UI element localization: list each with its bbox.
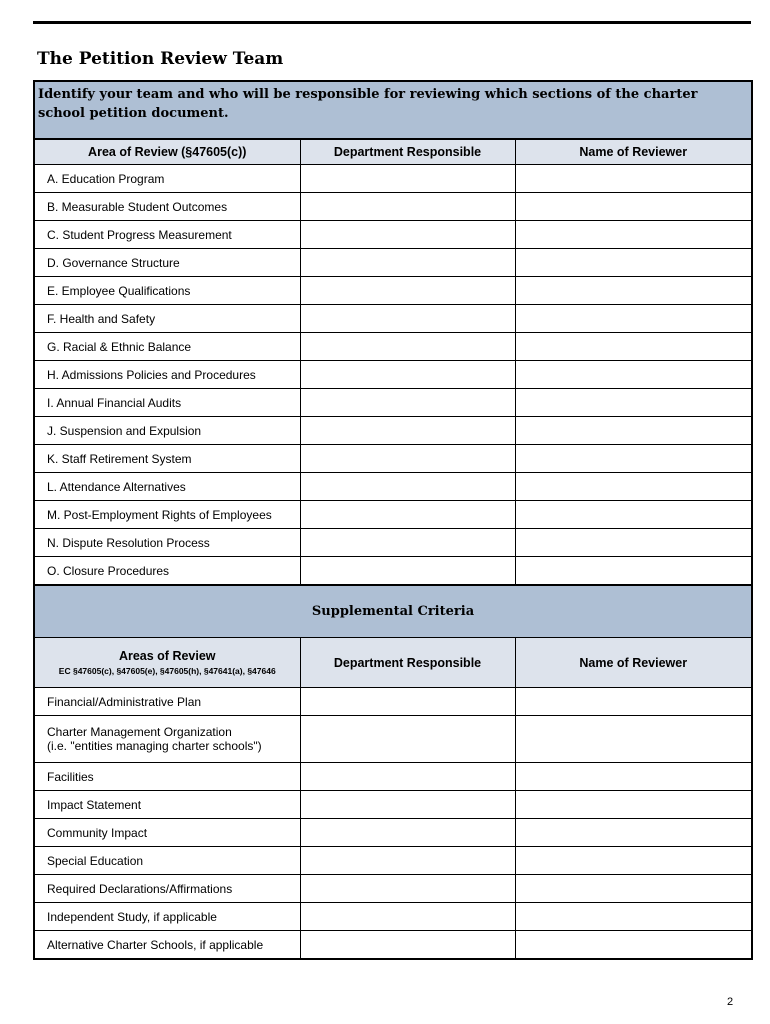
supplemental-area-of-review xyxy=(34,716,300,763)
reviewer-name-field[interactable] xyxy=(515,277,752,305)
area-of-review: D. Governance Structure xyxy=(34,249,300,277)
reviewer-name-field[interactable] xyxy=(515,389,752,417)
supplemental-area-label: Community Impact xyxy=(47,825,148,840)
supplemental-area-of-review xyxy=(34,931,300,960)
table-row xyxy=(34,221,752,249)
department-responsible-field[interactable] xyxy=(300,903,515,931)
reviewer-name-field[interactable] xyxy=(515,165,752,193)
reviewer-name-field[interactable] xyxy=(515,249,752,277)
table-row xyxy=(34,417,752,445)
table-row xyxy=(34,716,752,763)
reviewer-name-field[interactable] xyxy=(515,903,752,931)
area-of-review: K. Staff Retirement System xyxy=(34,445,300,473)
area-of-review: M. Post-Employment Rights of Employees xyxy=(34,501,300,529)
supplemental-area-of-review xyxy=(34,875,300,903)
supplemental-area-of-review xyxy=(34,847,300,875)
department-responsible-field[interactable] xyxy=(300,716,515,763)
department-responsible-field[interactable] xyxy=(300,333,515,361)
instructions: Identify your team and who will be responsible for reviewing which sections of the charter school petition document. xyxy=(34,81,752,139)
header-areas-of-review xyxy=(34,638,300,688)
department-responsible-field[interactable] xyxy=(300,473,515,501)
reviewer-name-field[interactable] xyxy=(515,847,752,875)
table-row xyxy=(34,763,752,791)
table-row xyxy=(34,501,752,529)
supplemental-area-label: Required Declarations/Affirmations xyxy=(47,881,233,896)
table-row xyxy=(34,445,752,473)
reviewer-name-field[interactable] xyxy=(515,473,752,501)
header-area-of-review: Area of Review (§47605(c)) xyxy=(34,139,300,165)
area-of-review: G. Racial & Ethnic Balance xyxy=(34,333,300,361)
supplemental-area-label: Financial/Administrative Plan xyxy=(47,694,202,709)
supplemental-area-label: Alternative Charter Schools, if applicable xyxy=(47,937,264,952)
table-row xyxy=(34,249,752,277)
table-row xyxy=(34,333,752,361)
department-responsible-field[interactable] xyxy=(300,847,515,875)
reviewer-name-field[interactable] xyxy=(515,529,752,557)
department-responsible-field[interactable] xyxy=(300,277,515,305)
table-row xyxy=(34,193,752,221)
department-responsible-field[interactable] xyxy=(300,445,515,473)
area-of-review: L. Attendance Alternatives xyxy=(34,473,300,501)
area-of-review: F. Health and Safety xyxy=(34,305,300,333)
area-of-review: E. Employee Qualifications xyxy=(34,277,300,305)
header-areas-of-review-label: Areas of Review xyxy=(118,649,216,663)
department-responsible-field[interactable] xyxy=(300,305,515,333)
department-responsible-field[interactable] xyxy=(300,763,515,791)
department-responsible-field[interactable] xyxy=(300,931,515,960)
reviewer-name-field[interactable] xyxy=(515,931,752,960)
page-number: 2 xyxy=(727,996,734,1008)
supplemental-area-label: Independent Study, if applicable xyxy=(47,909,217,924)
table-row xyxy=(34,903,752,931)
reviewer-name-field[interactable] xyxy=(515,501,752,529)
reviewer-name-field[interactable] xyxy=(515,361,752,389)
supplemental-area-label: Charter Management Organization xyxy=(47,725,232,739)
department-responsible-field[interactable] xyxy=(300,501,515,529)
area-of-review: H. Admissions Policies and Procedures xyxy=(34,361,300,389)
header-department-responsible-2: Department Responsible xyxy=(300,638,515,688)
department-responsible-field[interactable] xyxy=(300,791,515,819)
supplemental-area-of-review xyxy=(34,688,300,716)
area-of-review: I. Annual Financial Audits xyxy=(34,389,300,417)
table-row xyxy=(34,819,752,847)
header-name-of-reviewer: Name of Reviewer xyxy=(515,139,752,165)
area-of-review: J. Suspension and Expulsion xyxy=(34,417,300,445)
reviewer-name-field[interactable] xyxy=(515,875,752,903)
table-row xyxy=(34,529,752,557)
header-ec-sections: EC §47605(c), §47605(e), §47605(h), §47641(a), §47646 xyxy=(58,666,276,676)
department-responsible-field[interactable] xyxy=(300,529,515,557)
department-responsible-field[interactable] xyxy=(300,557,515,586)
supplemental-area-of-review xyxy=(34,903,300,931)
supplemental-area-of-review xyxy=(34,791,300,819)
table-row xyxy=(34,847,752,875)
reviewer-name-field[interactable] xyxy=(515,333,752,361)
reviewer-name-field[interactable] xyxy=(515,557,752,586)
department-responsible-field[interactable] xyxy=(300,389,515,417)
table-row xyxy=(34,557,752,586)
area-of-review: C. Student Progress Measurement xyxy=(34,221,300,249)
table-row xyxy=(34,931,752,960)
reviewer-name-field[interactable] xyxy=(515,716,752,763)
reviewer-name-field[interactable] xyxy=(515,791,752,819)
top-rule xyxy=(33,21,751,24)
department-responsible-field[interactable] xyxy=(300,361,515,389)
reviewer-name-field[interactable] xyxy=(515,221,752,249)
department-responsible-field[interactable] xyxy=(300,193,515,221)
area-of-review: N. Dispute Resolution Process xyxy=(34,529,300,557)
supplemental-area-label: Impact Statement xyxy=(47,797,142,812)
department-responsible-field[interactable] xyxy=(300,249,515,277)
reviewer-name-field[interactable] xyxy=(515,305,752,333)
reviewer-name-field[interactable] xyxy=(515,688,752,716)
header-name-of-reviewer-2: Name of Reviewer xyxy=(515,638,752,688)
department-responsible-field[interactable] xyxy=(300,875,515,903)
reviewer-name-field[interactable] xyxy=(515,819,752,847)
supplemental-area-label: Special Education xyxy=(47,853,144,868)
table-row xyxy=(34,875,752,903)
table-row xyxy=(34,305,752,333)
supplemental-area-of-review xyxy=(34,763,300,791)
department-responsible-field[interactable] xyxy=(300,221,515,249)
area-of-review: O. Closure Procedures xyxy=(34,557,300,586)
supplemental-area-of-review xyxy=(34,819,300,847)
table-row xyxy=(34,277,752,305)
department-responsible-field[interactable] xyxy=(300,819,515,847)
department-responsible-field[interactable] xyxy=(300,417,515,445)
review-team-table xyxy=(33,80,753,960)
table-row xyxy=(34,165,752,193)
table-row xyxy=(34,791,752,819)
reviewer-name-field[interactable] xyxy=(515,417,752,445)
table-row xyxy=(34,688,752,716)
table-row xyxy=(34,473,752,501)
supplemental-criteria-title: Supplemental Criteria xyxy=(34,585,752,638)
reviewer-name-field[interactable] xyxy=(515,763,752,791)
table-row xyxy=(34,389,752,417)
header-department-responsible: Department Responsible xyxy=(300,139,515,165)
area-of-review: B. Measurable Student Outcomes xyxy=(34,193,300,221)
page-title: The Petition Review Team xyxy=(37,49,284,69)
reviewer-name-field[interactable] xyxy=(515,445,752,473)
department-responsible-field[interactable] xyxy=(300,688,515,716)
supplemental-area-note: (i.e. "entities managing charter schools") xyxy=(47,739,262,753)
area-of-review: A. Education Program xyxy=(34,165,300,193)
supplemental-area-label: Facilities xyxy=(47,769,94,784)
table-row xyxy=(34,361,752,389)
department-responsible-field[interactable] xyxy=(300,165,515,193)
reviewer-name-field[interactable] xyxy=(515,193,752,221)
